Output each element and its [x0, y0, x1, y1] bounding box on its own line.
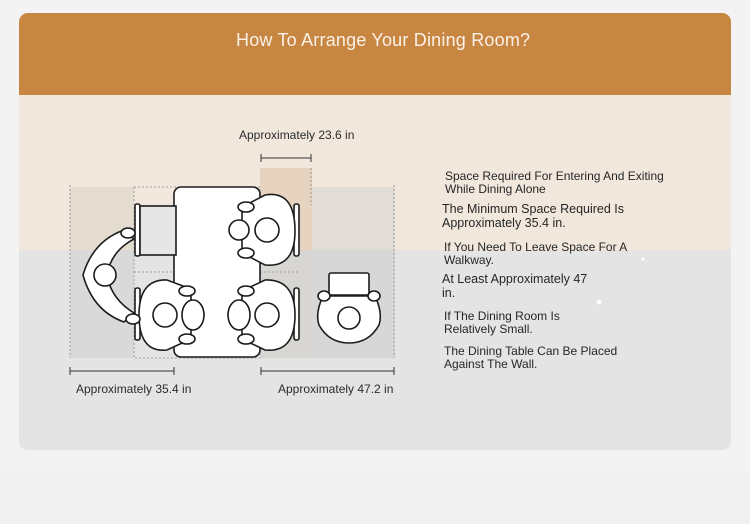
card — [19, 13, 731, 450]
person-lower-right — [228, 280, 299, 350]
note-against-wall: The Dining Table Can Be Placed Against The Wall. — [444, 344, 618, 371]
dimension-label-bottom-left: Approximately 35.4 in — [76, 382, 192, 396]
note-entering-exiting: Space Required For Entering And Exiting While Dining Alone — [445, 169, 664, 196]
footer-strip — [0, 473, 750, 524]
person-lower-left — [135, 280, 204, 350]
page-title: How To Arrange Your Dining Room? — [236, 30, 531, 50]
person-top-right — [229, 194, 299, 265]
dimension-label-bottom-right: Approximately 47.2 in — [278, 382, 394, 396]
dimension-label-top: Approximately 23.6 in — [239, 128, 355, 142]
note-minimum-space: The Minimum Space Required Is Approximately 35.4 in. — [442, 202, 625, 230]
note-small-room: If The Dining Room Is Relatively Small. — [444, 309, 560, 336]
note-at-least: At Least Approximately 47 in. — [442, 272, 588, 300]
chair-empty-top-left — [135, 204, 176, 256]
note-walkway: If You Need To Leave Space For A Walkway. — [444, 240, 627, 267]
